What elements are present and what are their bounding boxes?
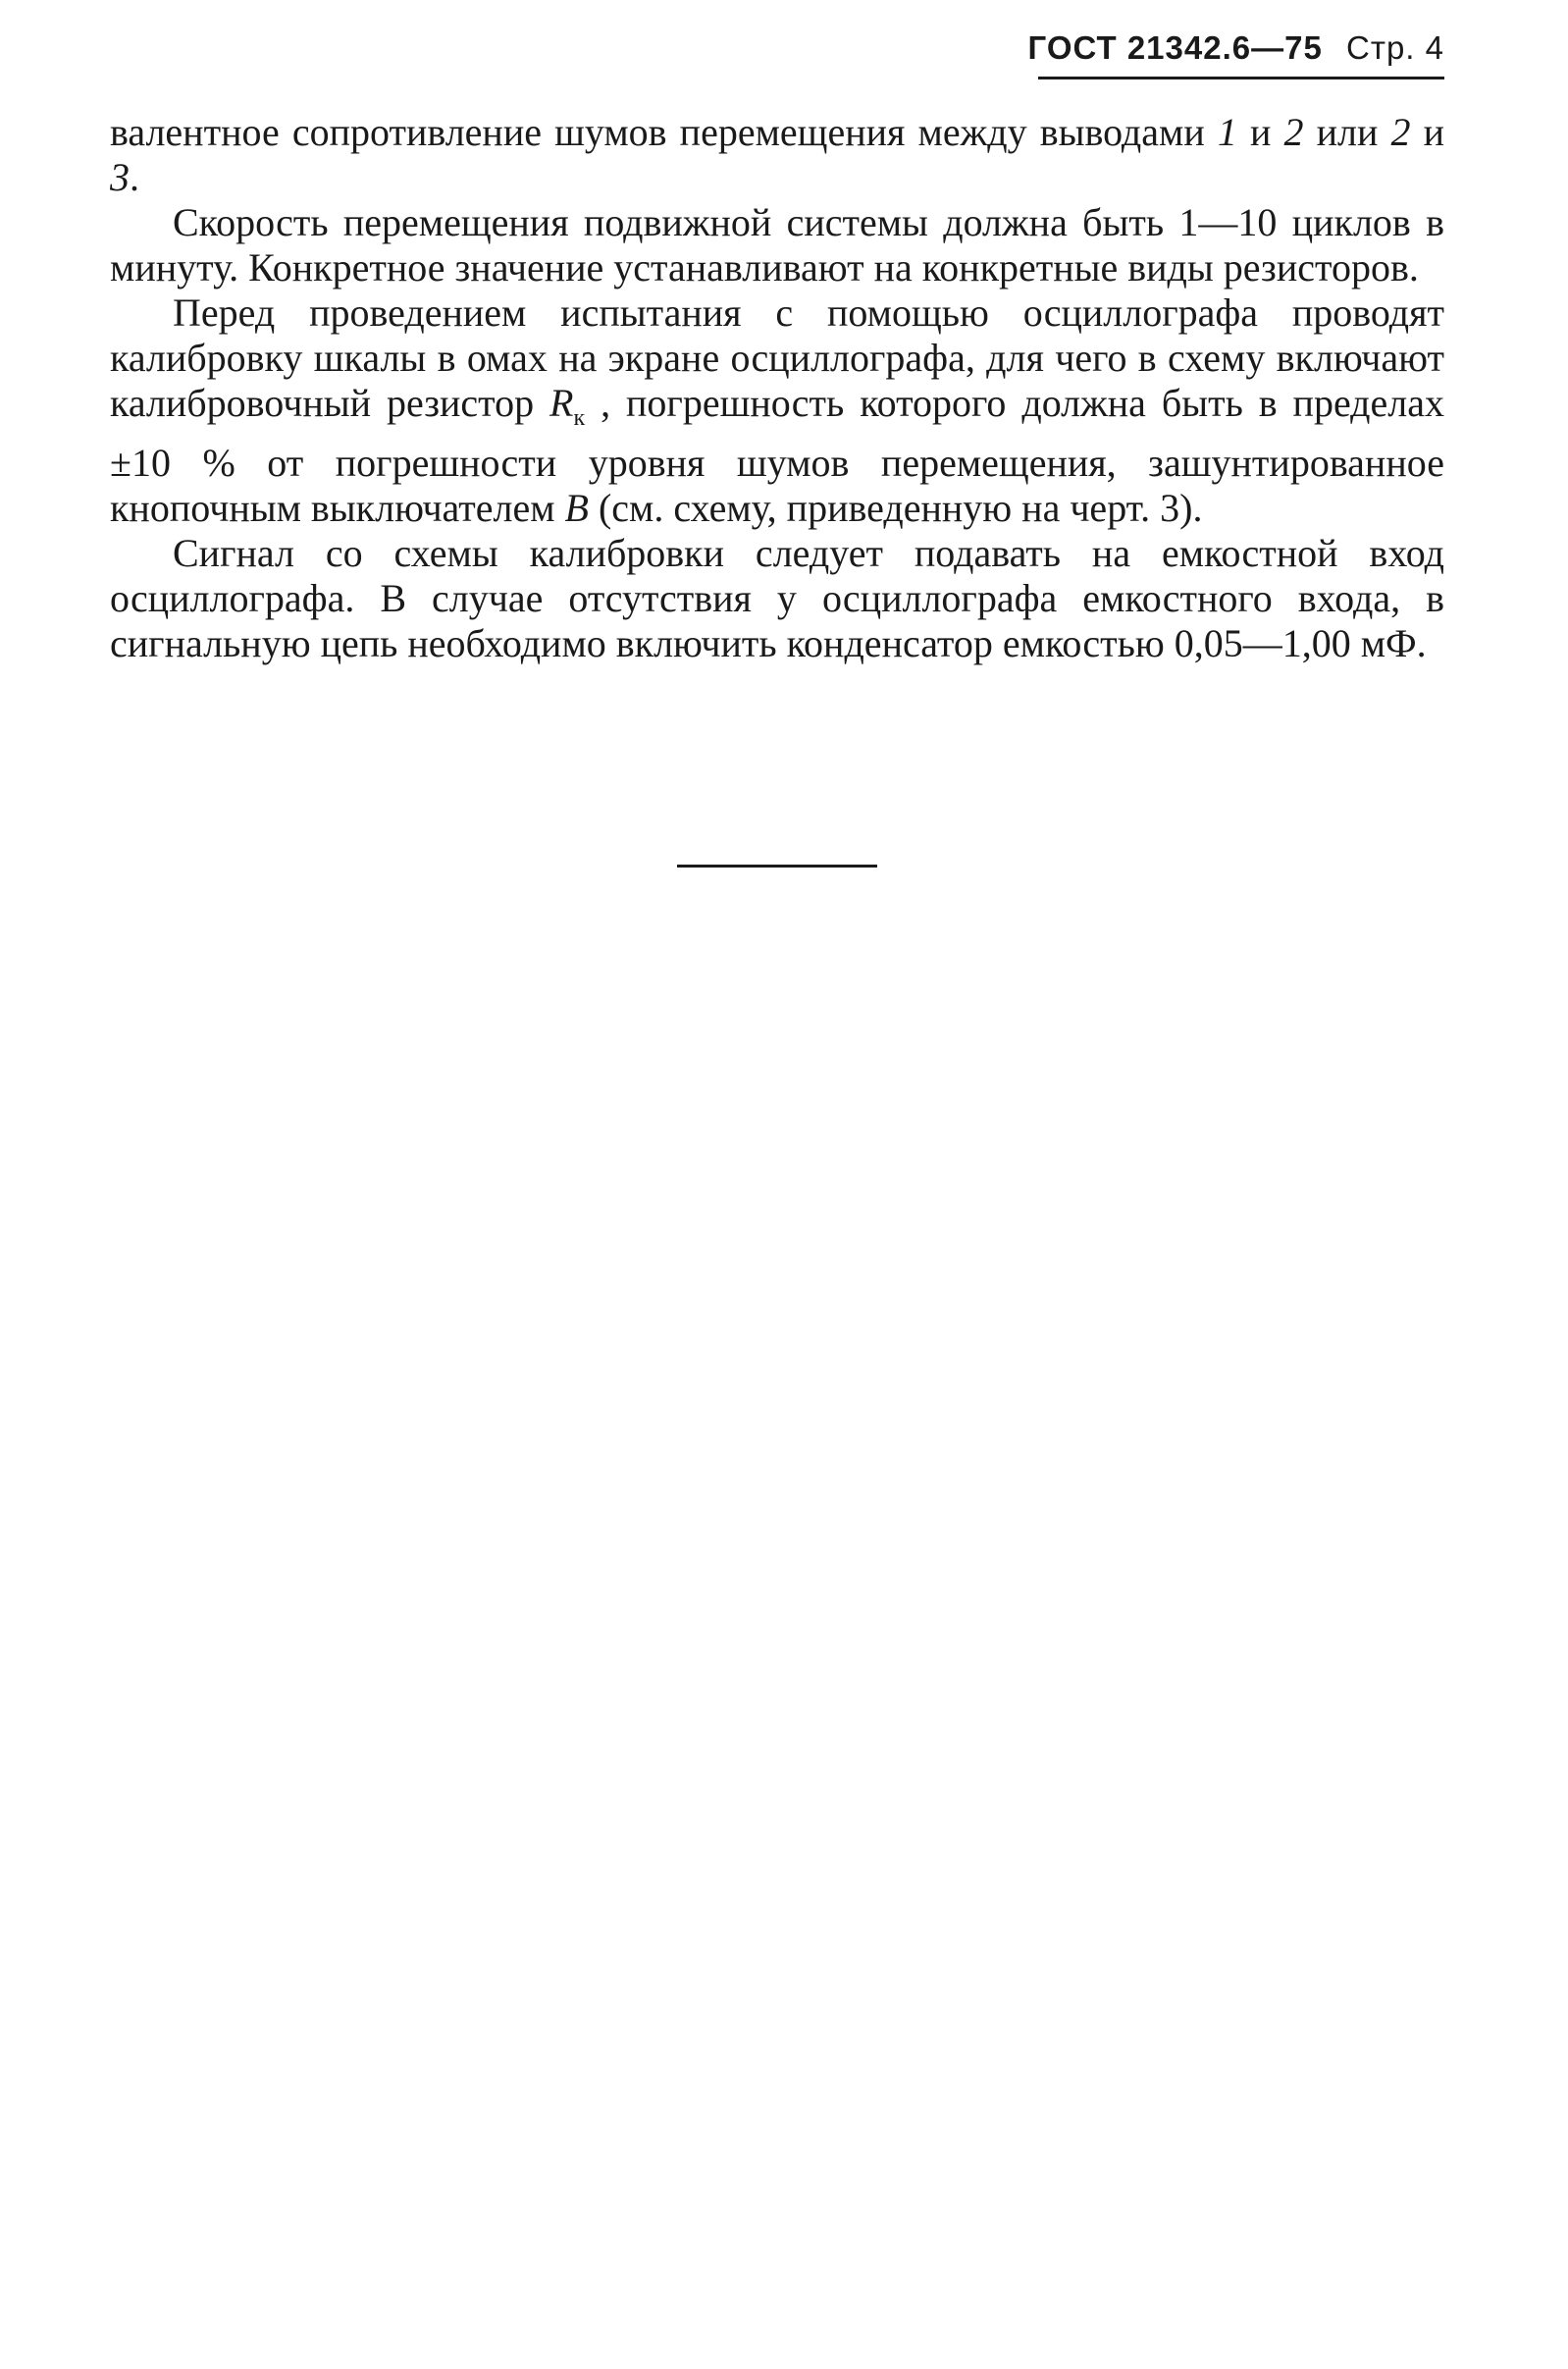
paragraph-3: [110, 290, 1444, 531]
switch-symbol: В: [564, 486, 589, 530]
paragraph-1: [110, 110, 1444, 200]
p1-text-e: .: [130, 155, 139, 199]
p1-text-c: или: [1303, 110, 1391, 154]
p1-text-d: и: [1410, 110, 1444, 154]
resistor-subscript: к: [573, 405, 586, 431]
p1-text-b: и: [1236, 110, 1284, 154]
end-rule: [677, 865, 877, 868]
header-rule: [1038, 77, 1444, 79]
p1-text-a: валентное сопротивление шумов перемещения между выводами: [110, 110, 1218, 154]
paragraph-2: Скорость перемещения подвижной системы должна быть 1—10 циклов в минуту. Конкретное значение устанавливают на конкретные виды резисторов.: [110, 200, 1444, 290]
p1-term-4: 3: [110, 155, 130, 199]
paragraph-4: Сигнал со схемы калибровки следует подавать на емкостной вход осциллографа. В случае отсутствия у осциллографа емкостного входа, в сигнальную цепь необходимо включить конденсатор емкостью 0,05—1,00 мФ.: [110, 531, 1444, 665]
page-number: Стр. 4: [1346, 29, 1444, 66]
resistor-symbol: R: [549, 381, 574, 425]
p3-text-b: , погрешность которого должна быть в пределах ±10 % от погрешности уровня шумов перемещения, зашунтированное кнопочным выключателем: [110, 381, 1445, 530]
p1-term-1: 1: [1217, 110, 1237, 154]
p3-text-c: (см. схему, приведенную на черт. 3).: [588, 486, 1203, 530]
p1-term-2: 2: [1283, 110, 1304, 154]
page-header: [1028, 29, 1444, 67]
standard-number: ГОСТ 21342.6—75: [1027, 29, 1323, 66]
p1-term-3: 2: [1390, 110, 1411, 154]
p3-text-a: Перед проведением испытания с помощью осциллографа проводят калибровку шкалы в омах на экране осциллографа, для чего в схему включают калибровочный резистор: [110, 290, 1444, 425]
document-body: [110, 110, 1444, 666]
